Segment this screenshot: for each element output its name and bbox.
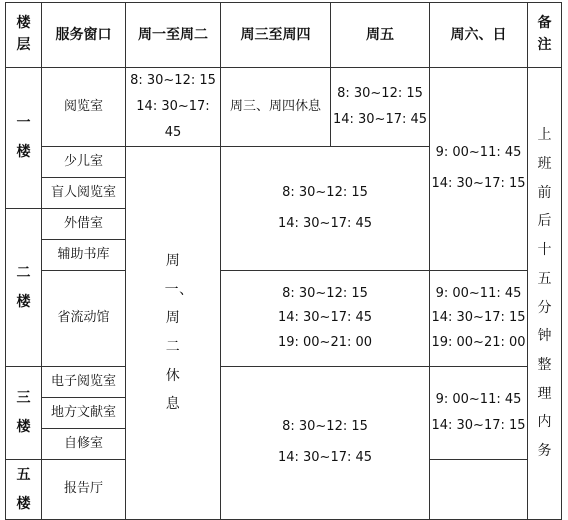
header-fri: 周五 xyxy=(331,3,430,68)
notes-cell xyxy=(528,68,562,520)
time-slot: 9: 00~11: 45 xyxy=(435,145,522,161)
time-slot: 14: 30~17: 45 xyxy=(277,215,373,231)
header-mon-tue: 周一至周二 xyxy=(126,3,221,68)
window-reading-room: 阅览室 xyxy=(42,68,126,147)
header-window: 服务窗口 xyxy=(42,3,126,68)
floor-1: 一楼 xyxy=(6,68,42,209)
time-slot: 8: 30~12: 15 xyxy=(337,86,423,101)
reading-fri-hours xyxy=(331,68,430,147)
header-wed-thu: 周三至周四 xyxy=(221,3,331,68)
table-row xyxy=(6,68,562,147)
time-slot: 8: 30~12: 15 xyxy=(282,419,368,435)
time-slot: 14: 30~17: 15 xyxy=(431,310,526,326)
header-weekend: 周六、日 xyxy=(430,3,528,68)
opening-hours-table xyxy=(5,2,562,520)
reading-mon-tue-hours xyxy=(126,68,221,147)
notes-text: 上班前后十五分钟整理内务 xyxy=(537,127,552,459)
floor-3: 三楼 xyxy=(6,367,42,460)
block2-wed-fri-hours xyxy=(221,271,430,367)
time-slot: 14: 30~17: 15 xyxy=(431,418,526,433)
time-slot: 14: 30~17: 45 xyxy=(277,310,373,326)
time-slot: 9: 00~11: 45 xyxy=(435,286,522,302)
time-slot: 8: 30~12: 15 xyxy=(130,73,216,88)
time-slot: 14: 30~17: 45 xyxy=(332,112,428,127)
block2-weekend-hours xyxy=(430,271,528,367)
time-slot: 19: 00~21: 00 xyxy=(277,334,373,350)
table-row xyxy=(6,367,562,398)
block3-weekend-hours xyxy=(430,367,528,460)
table-row xyxy=(6,271,562,367)
header-notes: 备注 xyxy=(528,3,562,68)
time-slot: 8: 30~12: 15 xyxy=(282,184,368,200)
floor-5: 五楼 xyxy=(6,460,42,520)
header-row xyxy=(6,3,562,68)
block1-wed-fri-hours xyxy=(221,147,430,271)
window-blind-reading-room: 盲人阅览室 xyxy=(42,178,126,209)
window-auxiliary-stacks: 辅助书库 xyxy=(42,240,126,271)
window-local-documents-room: 地方文献室 xyxy=(42,398,126,429)
block3-wed-fri-hours xyxy=(221,367,430,520)
window-self-study-room: 自修室 xyxy=(42,429,126,460)
time-slot: 14: 30~17: 15 xyxy=(431,176,526,191)
window-lecture-hall: 报告厅 xyxy=(42,460,126,520)
header-floor: 楼层 xyxy=(6,3,42,68)
mon-tue-closed: 周一、周二休息 xyxy=(126,147,221,520)
time-slot: 19: 00~21: 00 xyxy=(431,334,526,350)
window-lending-room: 外借室 xyxy=(42,209,126,240)
block1-weekend-hours xyxy=(430,68,528,271)
window-children-room: 少儿室 xyxy=(42,147,126,178)
floor-2: 二楼 xyxy=(6,209,42,367)
time-slot: 9: 00~11: 45 xyxy=(435,392,522,407)
time-slot: 14: 30~17: 45 xyxy=(277,450,373,465)
time-slot: 14: 30~17: 45 xyxy=(136,99,210,140)
window-e-reading-room: 电子阅览室 xyxy=(42,367,126,398)
window-mobile-library: 省流动馆 xyxy=(42,271,126,367)
time-slot: 8: 30~12: 15 xyxy=(282,286,368,302)
reading-wed-thu-closed: 周三、周四休息 xyxy=(221,68,331,147)
